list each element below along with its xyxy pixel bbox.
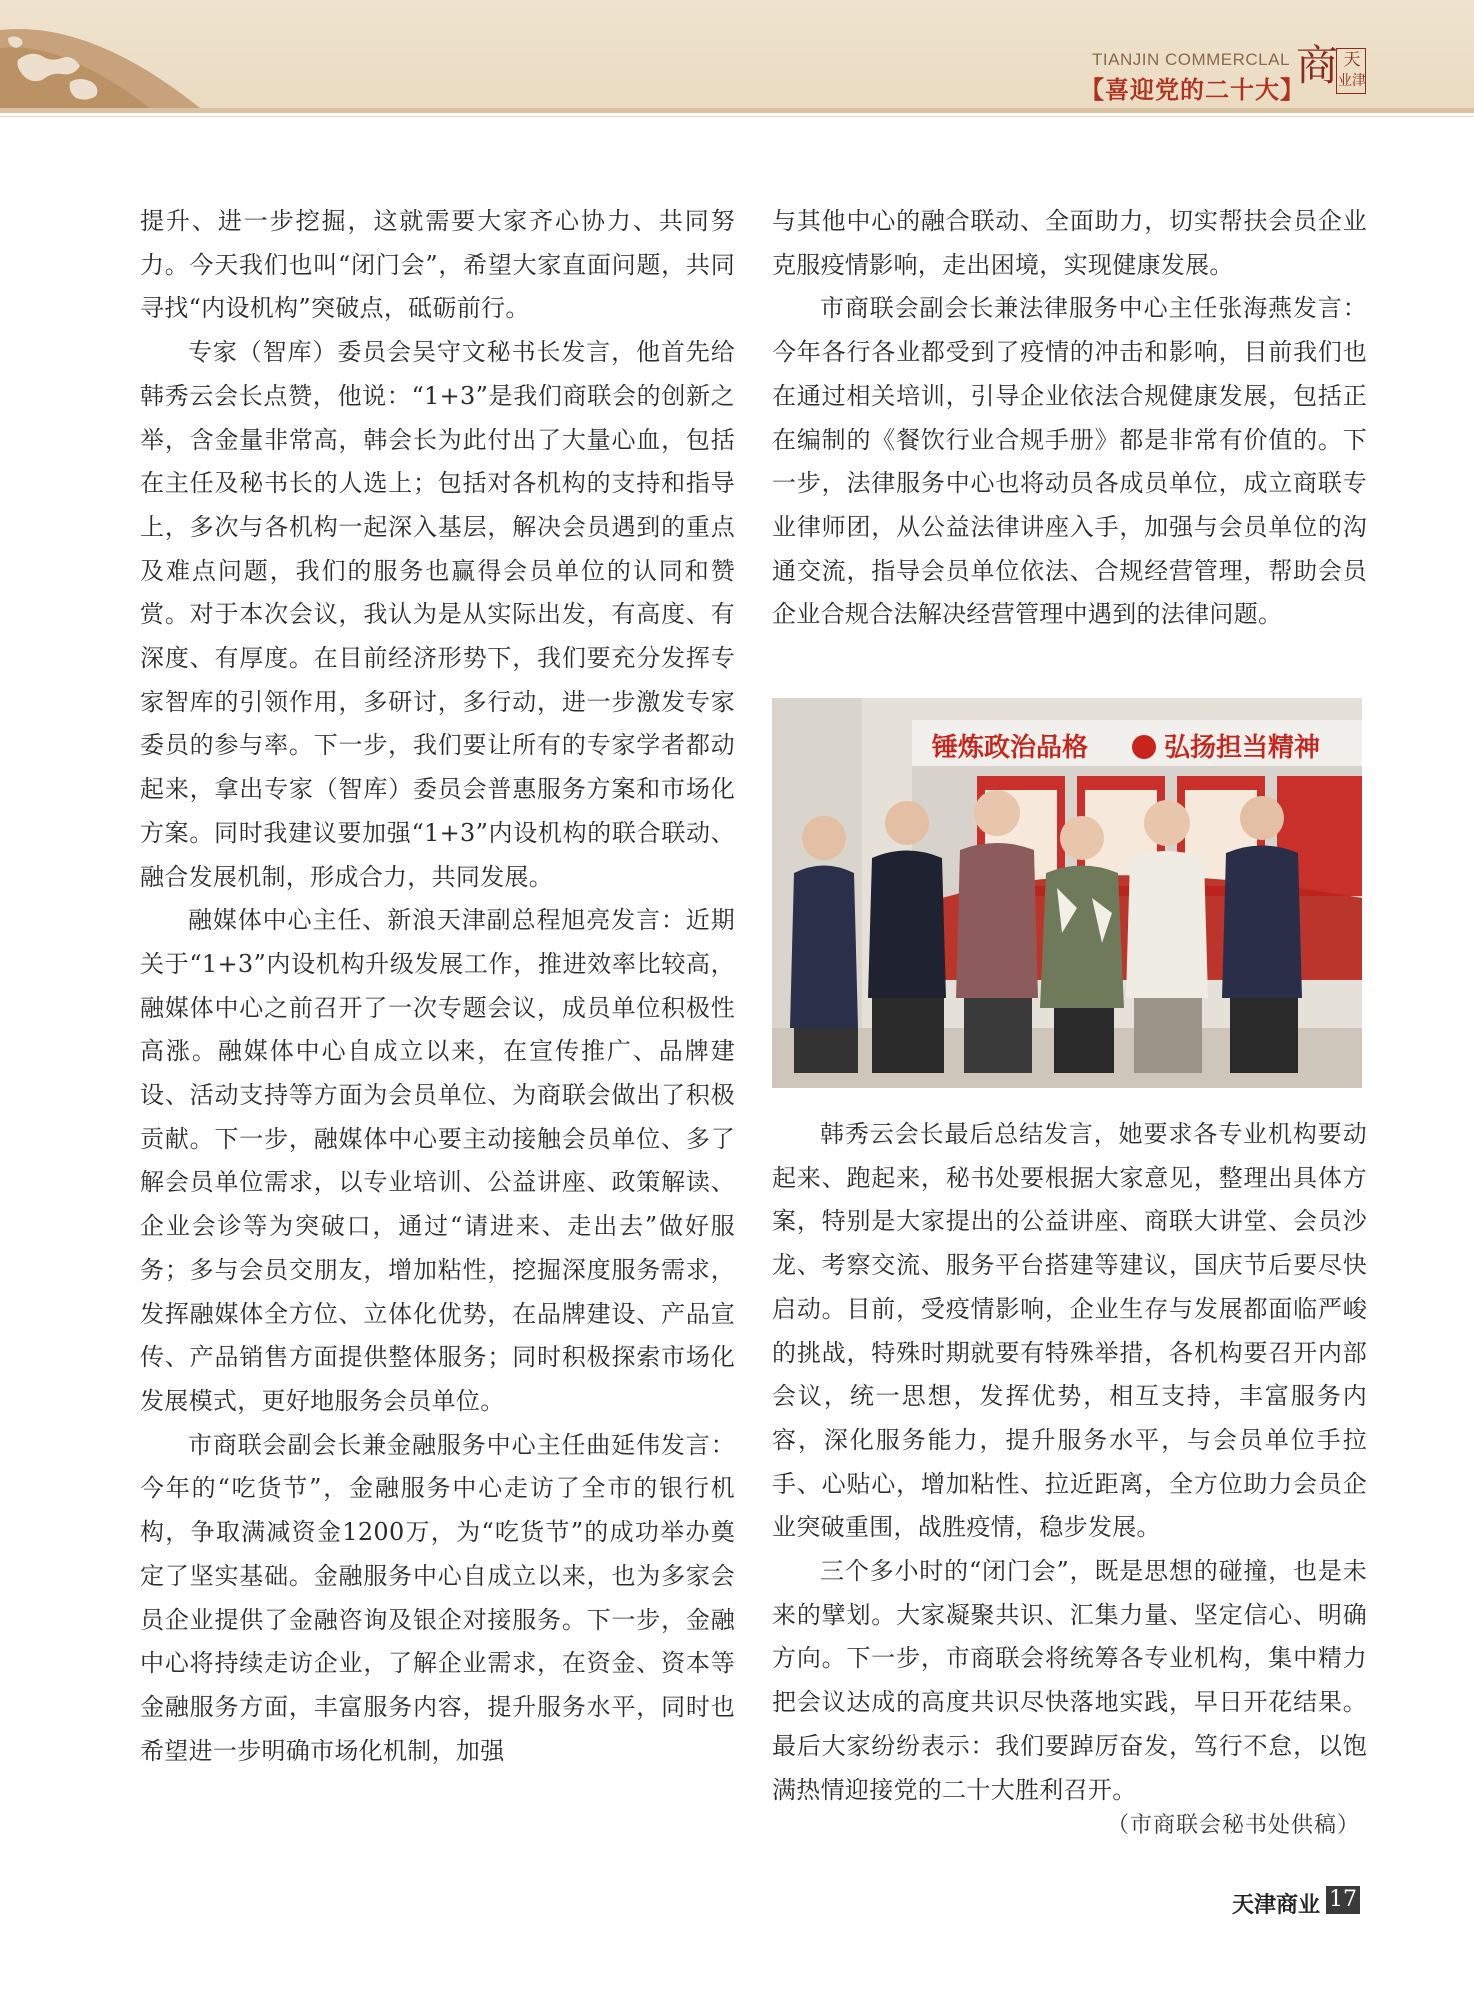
magazine-logo-box — [1336, 48, 1366, 94]
page-number: 17 — [1326, 1886, 1360, 1914]
magazine-logo-main: 商 — [1296, 41, 1339, 90]
magazine-logo-top: 天 — [1343, 50, 1361, 70]
group-photo-illustration — [772, 698, 1362, 1088]
article-right-column-bottom — [772, 1113, 1367, 1812]
globe-decoration-icon — [0, 0, 230, 108]
page-header — [0, 0, 1474, 108]
banner-text-right: 弘扬担当精神 — [1164, 733, 1321, 763]
article-paragraph: 融媒体中心主任、新浪天津副总程旭亮发言：近期关于“1+3”内设机构升级发展工作，推进效率比较高，融媒体中心之前召开了一次专题会议，成员单位积极性高涨。融媒体中心自成立以来，在宣传推广、品牌建设、活动支持等方面为会员单位、为商联会做出了积极贡献。下一步，融媒体中心要主动接触会员单位、多了解会员单位需求，以专业培训、公益讲座、政策解读、企业会诊等为突破口，通过“请进来、走出去”做好服务；多与会员交朋友，增加粘性，挖掘深度服务需求，发挥融媒体全方位、立体化优势，在品牌建设、产品宣传、产品销售方面提供整体服务；同时积极探索市场化发展模式，更好地服务会员单位。 — [140, 906, 735, 1415]
article-paragraph: 市商联会副会长兼金融服务中心主任曲延伟发言：今年的“吃货节”，金融服务中心走访了全市的银行机构，争取满减资金1200万，为“吃货节”的成功举办奠定了坚实基础。金融服务中心自成立以来，也为多家会员企业提供了金融咨询及银企对接服务。下一步，金融中心将持续走访企业，了解企业需求，在资金、资本等金融服务方面，丰富服务内容，提升服务水平，同时也希望进一步明确市场化机制，加强 — [140, 1430, 735, 1765]
article-paragraph: 市商联会副会长兼法律服务中心主任张海燕发言：今年各行各业都受到了疫情的冲击和影响，目前我们也在通过相关培训，引导企业依法合规健康发展，包括正在编制的《餐饮行业合规手册》都是非常有价值的。下一步，法律服务中心也将动员各成员单位，成立商联专业律师团，从公益法律讲座入手，加强与会员单位的沟通交流，指导会员单位依法、合规经营管理，帮助会员企业合规合法解决经营管理中遇到的法律问题。 — [772, 294, 1367, 629]
article-left-column — [140, 200, 735, 1773]
header-divider-thin — [0, 116, 1474, 117]
article-right-column-top — [772, 200, 1367, 637]
article-source-credit: （市商联会秘书处供稿） — [1106, 1813, 1360, 1838]
article-paragraph: 专家（智库）委员会吴守文秘书长发言，他首先给韩秀云会长点赞，他说：“1+3”是我们商联会的创新之举，含金量非常高，韩会长为此付出了大量心血，包括在主任及秘书长的人选上；包括对各机构的支持和指导上，多次与各机构一起深入基层，解决会员遇到的重点及难点问题，我们的服务也赢得会员单位的认同和赞赏。对于本次会议，我认为是从实际出发，有高度、有深度、有厚度。在目前经济形势下，我们要充分发挥专家智库的引领作用，多研讨，多行动，进一步激发专家委员的参与率。下一步，我们要让所有的专家学者都动起来，拿出专家（智库）委员会普惠服务方案和市场化方案。同时我建议要加强“1+3”内设机构的联合联动、融合发展机制，形成合力，共同发展。 — [140, 338, 735, 891]
group-photo — [772, 698, 1362, 1088]
header-divider — [0, 108, 1474, 113]
header-english-title: TIANJIN COMMERCLAL — [1092, 50, 1290, 69]
banner-text-left: 锤炼政治品格 — [932, 733, 1089, 763]
footer-magazine-name: 天津商业 — [1231, 1893, 1320, 1918]
header-column-title: 【喜迎党的二十大】 — [1080, 76, 1305, 104]
party-emblem-icon — [1132, 735, 1156, 759]
article-paragraph: 韩秀云会长最后总结发言，她要求各专业机构要动起来、跑起来，秘书处要根据大家意见，整理出具体方案，特别是大家提出的公益讲座、商联大讲堂、会员沙龙、考察交流、服务平台搭建等建议，国庆节后要尽快启动。目前，受疫情影响，企业生存与发展都面临严峻的挑战，特殊时期就要有特殊举措，各机构要召开内部会议，统一思想，发挥优势，相互支持，丰富服务内容，深化服务能力，提升服务水平，与会员单位手拉手、心贴心，增加粘性、拉近距离，全方位助力会员企业突破重围，战胜疫情，稳步发展。 — [772, 1120, 1367, 1542]
magazine-logo-bottom: 业津 — [1338, 73, 1366, 89]
article-paragraph: 提升、进一步挖掘，这就需要大家齐心协力、共同努力。今天我们也叫“闭门会”，希望大家直面问题，共同寻找“内设机构”突破点，砥砺前行。 — [140, 207, 735, 323]
article-paragraph: 与其他中心的融合联动、全面助力，切实帮扶会员企业克服疫情影响，走出困境，实现健康发展。 — [772, 207, 1367, 279]
article-paragraph: 三个多小时的“闭门会”，既是思想的碰撞，也是未来的擘划。大家凝聚共识、汇集力量、坚定信心、明确方向。下一步，市商联会将统筹各专业机构，集中精力把会议达成的高度共识尽快落地实践，早日开花结果。最后大家纷纷表示：我们要踔厉奋发，笃行不怠，以饱满热情迎接党的二十大胜利召开。 — [772, 1557, 1367, 1804]
